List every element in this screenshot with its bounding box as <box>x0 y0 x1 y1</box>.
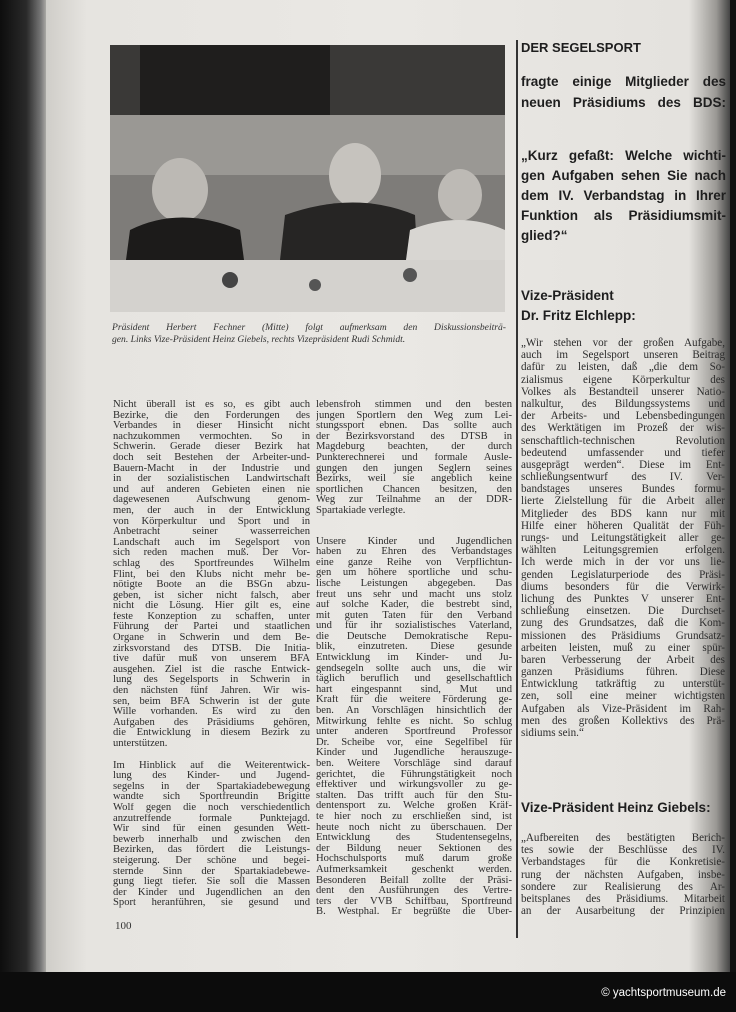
text-line: ben. An Vorschlägen hinsichtlich der <box>316 706 512 717</box>
question-line: gen Aufgaben sehen Sie nach <box>521 168 726 183</box>
text-line: segelns in der Spartakiadebewegung <box>113 781 310 792</box>
text-line: schließungsentwurf des IV. Ver- <box>521 471 725 484</box>
text-line: bedeutend umfassender und tiefer <box>521 446 725 459</box>
text-line: „Aufbereiten des bestätigten Berich- <box>521 832 725 844</box>
text-line: gungen den jungen Seglern seines <box>316 463 512 474</box>
photo-caption <box>112 322 506 346</box>
text-line: missionen des Präsidiums Grundsatz- <box>521 629 725 642</box>
article-column-1 <box>113 400 310 909</box>
text-line: blik, einzutreten. Diese gesunde <box>316 642 512 653</box>
text-line: baren Verbesserung der Arbeit des <box>521 653 725 666</box>
text-line: Bezirks, weil sie angeblich keine <box>316 474 512 485</box>
text-line: B. Westphal. Er begrüßte die Über- <box>316 907 512 918</box>
text-line: nötigte Boote an die BSGn abzu- <box>113 580 310 591</box>
text-line: lierte Zielstellung für die Arbeit aller <box>521 495 725 508</box>
text-line: Weg zur Teilnahme an der DDR- <box>316 495 512 506</box>
caption-line: Präsident Herbert Fechner (Mitte) folgt aufmerksam den Diskussionsbeiträ- <box>112 322 506 333</box>
text-line: der Kinder und Jugendlichen an den <box>113 887 310 898</box>
text-line: Unsere Kinder und Jugendlichen <box>316 536 512 547</box>
text-line: Volkes als Bestandteil unserer Natio- <box>521 385 725 398</box>
text-line: genden Legislaturperiode des Präsi- <box>521 568 725 581</box>
text-line: sen, beim BFA Schwerin ist der gute <box>113 696 310 707</box>
paragraph <box>113 761 310 909</box>
text-line: Besonderen Beifall zollte der Präsi- <box>316 875 512 886</box>
text-line: Verbandstages für die Konkretisie- <box>521 856 725 869</box>
text-line: auf solche Kader, die bestrebt sind, <box>316 600 512 611</box>
meeting-photo <box>110 45 505 312</box>
text-line: Ich werde mich in der vor uns lie- <box>521 556 725 569</box>
text-line: ausgehen. Ziel ist die rasche Entwick- <box>113 664 310 675</box>
text-line: an der Ausarbeitung der Prinzipien <box>521 905 725 918</box>
interview-question <box>521 146 726 246</box>
question-line: dem IV. Verbandstag in Ihrer <box>521 188 726 203</box>
text-line: Mitwirkung fehlte es nicht. So schlug <box>316 716 512 727</box>
text-line: haben zu Ehren des Verbandstages <box>316 547 512 558</box>
text-line: bandstages unseres Bundes formu- <box>521 483 725 496</box>
text-line: stungssport ebnen. Das sollte auch <box>316 421 512 432</box>
text-line: Nicht überall ist es so, es gibt auch <box>113 400 310 410</box>
text-line: Entwicklung im Kinder- und Ju- <box>316 653 512 664</box>
text-line: Kraft für die weitere Förderung ge- <box>316 695 512 706</box>
text-line: Verbandes in dieser Hinsicht nicht <box>113 421 310 432</box>
text-line: Aufmerksamkeit geschenkt werden. <box>316 864 512 875</box>
text-line: Punkterechnerei und formale Ausle- <box>316 452 512 463</box>
text-line: tive dafür muß von unserem BFA <box>113 654 310 665</box>
text-line: dent den Ausführungen des Vertre- <box>316 886 512 897</box>
text-line: Entwicklung tatkräftig zu unterstüt- <box>521 678 725 691</box>
text-line: lebensfroh stimmen und den besten <box>316 400 512 410</box>
giebels-answer <box>521 832 725 917</box>
text-line: rung der nächsten Aufgaben, insbe- <box>521 868 725 881</box>
paragraph <box>521 337 725 739</box>
text-line: Im Hinblick auf die Weiterentwick- <box>113 760 310 771</box>
text-line: Schwerin. Gerade dieser Bezirk hat <box>113 442 310 453</box>
paragraph <box>521 832 725 917</box>
text-line: in der sozialistischen Landwirtschaft <box>113 474 310 485</box>
text-line: beitsplanes des Präsidiums. Mitarbeit <box>521 892 725 905</box>
text-line: Wille vorhanden. Es wird zu den <box>113 707 310 718</box>
paragraph <box>316 400 512 517</box>
page-number: 100 <box>115 920 132 932</box>
text-line: Sport heranführen, sie gesund und <box>113 898 310 909</box>
elchlepp-answer <box>521 337 725 739</box>
text-line: den nächsten fünf Jahren. Wir wis- <box>113 686 310 697</box>
text-line: men, der auch in der Entwicklung <box>113 505 310 516</box>
text-line: heute noch nicht zu überschauen. Der <box>316 822 512 833</box>
text-line: Entwicklung des Studentensegelns, <box>316 833 512 844</box>
text-line: Hilfe einer höheren Qualität der Füh- <box>521 519 725 532</box>
text-line: Bezirke, die den Forderungen des <box>113 410 310 421</box>
text-line: täglich beruflich und gesellschaftlich <box>316 674 512 685</box>
text-line: von Körperkultur und Sport und in <box>113 516 310 527</box>
text-line: Bezirken, das fördert die Leistungs- <box>113 845 310 856</box>
text-line: zen, soll eine meiner wichtigsten <box>521 690 725 703</box>
section-heading-giebels: Vize-Präsident Heinz Giebels: <box>521 800 711 815</box>
text-line: sich reden machen muß. Der Vor- <box>113 548 310 559</box>
text-line: lung des Kinder- und Jugend- <box>113 771 310 782</box>
text-line: te hier noch zu erschließen sind, ist <box>316 811 512 822</box>
text-line: lische Leistungen abgegeben. Das <box>316 578 512 589</box>
text-line: nalkultur, des Bildungssystems und <box>521 397 725 410</box>
text-line: doch seit Bestehen der Arbeiter-und- <box>113 452 310 463</box>
text-line: auch im Segelsport unseren Beitrag <box>521 349 725 362</box>
text-line: tes sowie der Beschlüsse des IV. <box>521 844 725 857</box>
text-line: anzutreffende formale Punktejagd. <box>113 813 310 824</box>
text-line: der Bezirksvorstand des DTSB in <box>316 431 512 442</box>
text-line: und für ihr sozialistisches Vaterland, <box>316 621 512 632</box>
intro-line: neuen Präsidiums des BDS: <box>521 95 726 110</box>
caption-line: gen. Links Vize-Präsident Heinz Giebels, rechts Vizepräsident Rudi Schmidt. <box>112 334 406 345</box>
text-line: sportlichen Chancen besitzen, den <box>316 484 512 495</box>
heading-line: Vize-Präsident <box>521 288 614 303</box>
text-line: zirksvorstand des DTSB. Die Initia- <box>113 643 310 654</box>
text-line: senschaftlich-technischen Revolution <box>521 434 725 447</box>
heading-line: Dr. Fritz Elchlepp: <box>521 308 636 323</box>
text-line: stalten. Das trifft auch für den Stu- <box>316 790 512 801</box>
text-line: ausgeprägt werden“. Diese im Ent- <box>521 458 725 471</box>
text-line: Spartakiade verlegte. <box>316 505 406 516</box>
question-line: Funktion als Präsidiumsmit- <box>521 208 726 223</box>
text-line: lung des Segelsports in Schwerin in <box>113 675 310 686</box>
text-line: Führung der Partei und staatlichen <box>113 622 310 633</box>
text-line: rungs- und Leitungstätigkeit aller ge- <box>521 532 725 544</box>
text-line: ben. Weitere Vorschläge sind darauf <box>316 759 512 769</box>
text-line: eine ganze Reihe von Verpflichtun- <box>316 557 512 568</box>
text-line: und auf anderen Gebieten einen nie <box>113 484 310 495</box>
text-line: „Wir stehen vor der großen Aufgabe, <box>521 337 725 349</box>
watermark: © yachtsportmuseum.de <box>601 987 726 999</box>
article-column-2 <box>316 400 512 918</box>
intro-line: fragte einige Mitglieder des <box>521 74 726 89</box>
text-line: wählten Leitungsgremien erfolgen. <box>521 544 725 557</box>
magazine-page <box>46 0 730 972</box>
text-line: der Arbeits- und Lebensbedingungen <box>521 410 725 423</box>
text-line: gerichtet, die Führungstätigkeit noch <box>316 769 512 780</box>
text-line: der Bildung neuer Sektionen des <box>316 843 512 854</box>
question-line: „Kurz gefaßt: Welche wichti- <box>521 148 726 163</box>
text-line: hart eingespannt sind, Mut und <box>316 684 512 695</box>
text-line: diums besonders für die Verwirk- <box>521 580 725 593</box>
text-line: sondere zur Realisierung des Ar- <box>521 880 725 893</box>
text-line: unter anderen Sportfreund Professor <box>316 727 512 738</box>
text-line: dafür zu leisten, daß „die dem So- <box>521 361 725 374</box>
text-line: feste Konzeption zu schaffen, unter <box>113 611 310 622</box>
question-line: glied?“ <box>521 228 568 243</box>
text-line: ters der VVB Schiffbau, Sportfreund <box>316 896 512 907</box>
text-line: bewerb innerhalb und zwischen den <box>113 834 310 845</box>
text-line: Wir sind für einen gesunden Wett- <box>113 824 310 835</box>
text-line: Anbetracht seiner wasserreichen <box>113 527 310 538</box>
text-line: Organe in Schwerin und dem Be- <box>113 633 310 644</box>
text-line: dagewesenen Aufschwung genom- <box>113 495 310 506</box>
text-line: jungen Sportlern den Weg zum Lei- <box>316 410 512 421</box>
text-line: Hochschulsports muß darum große <box>316 854 512 865</box>
text-line: des Werktätigen im Prozeß der wis- <box>521 422 725 435</box>
text-line: die Deutsche Demokratische Repu- <box>316 631 512 642</box>
paragraph <box>113 400 310 750</box>
text-line: nicht die Lösung. Hier gilt es, eine <box>113 601 310 612</box>
text-line: zung des Grundsatzes, daß die Kom- <box>521 617 725 630</box>
text-line: schlag des Sportfreundes Wilhelm <box>113 558 310 569</box>
text-line: effektiver und wirkungsvoller zu ge- <box>316 780 512 791</box>
text-line: gen um höhere sportliche und schu- <box>316 568 512 579</box>
magazine-name: DER SEGELSPORT <box>521 40 641 55</box>
text-line: steigerung. Der schöne und begei- <box>113 855 310 866</box>
text-line: Magdeburg beachten, der durch <box>316 442 512 453</box>
text-line: die Entwicklung in diesem Bezirk zu <box>113 728 310 739</box>
text-line: sternde Sinn der Spartakiadebewe- <box>113 866 310 877</box>
column-divider <box>516 40 518 938</box>
text-line: mit guten Taten für den Verband <box>316 610 512 621</box>
text-line: sidiums sein.“ <box>521 727 584 739</box>
text-line: men des großen Kollektivs des Prä- <box>521 714 725 727</box>
intro-text <box>521 71 726 113</box>
text-line: unterstützen. <box>113 739 168 749</box>
text-line: zialismus eigene Körperkultur des <box>521 373 725 386</box>
section-heading-elchlepp <box>521 286 636 326</box>
text-line: gung liegt tiefer. Sie soll die Massen <box>113 877 310 888</box>
text-line: dentensport zu. Welche großen Kräf- <box>316 801 512 812</box>
text-line: gendsegeln sollte auch uns, die wir <box>316 663 512 674</box>
paragraph <box>316 537 512 918</box>
text-line: freut uns sehr und macht uns stolz <box>316 589 512 600</box>
text-line: Kinder und Jugendliche herauszuge- <box>316 748 512 759</box>
text-line: Dr. Scheibe vor, eine Segelfibel für <box>316 737 512 748</box>
text-line: schließung einsetzen. Die Durchset- <box>521 605 725 618</box>
text-line: Bauern-Macht in der Industrie und <box>113 463 310 474</box>
text-line: geben, ist sicher nicht falsch, aber <box>113 590 310 601</box>
text-line: wandte sich Sportfreundin Brigitte <box>113 792 310 803</box>
text-line: Wolf gegen die noch verschiedentlich <box>113 802 310 813</box>
text-line: Aufgaben als Vize-Präsident im Rah- <box>521 702 725 715</box>
text-line: nachzukommen vermochten. So in <box>113 431 310 442</box>
text-line: ganzen Präsidiums führen. Diese <box>521 666 725 679</box>
text-line: lichung des Punktes V unserer Ent- <box>521 592 725 605</box>
text-line: Flint, bei den Klubs nicht mehr be- <box>113 569 310 580</box>
text-line: Aufgaben des Präsidiums gehören, <box>113 717 310 728</box>
text-line: Landschaft auch im Segelsport von <box>113 537 310 548</box>
book-spine-shadow <box>0 0 48 975</box>
text-line: Mitglieder des BDS kann nur mit <box>521 507 725 520</box>
text-line: arbeiten leisten, muß zu einer spür- <box>521 641 725 654</box>
